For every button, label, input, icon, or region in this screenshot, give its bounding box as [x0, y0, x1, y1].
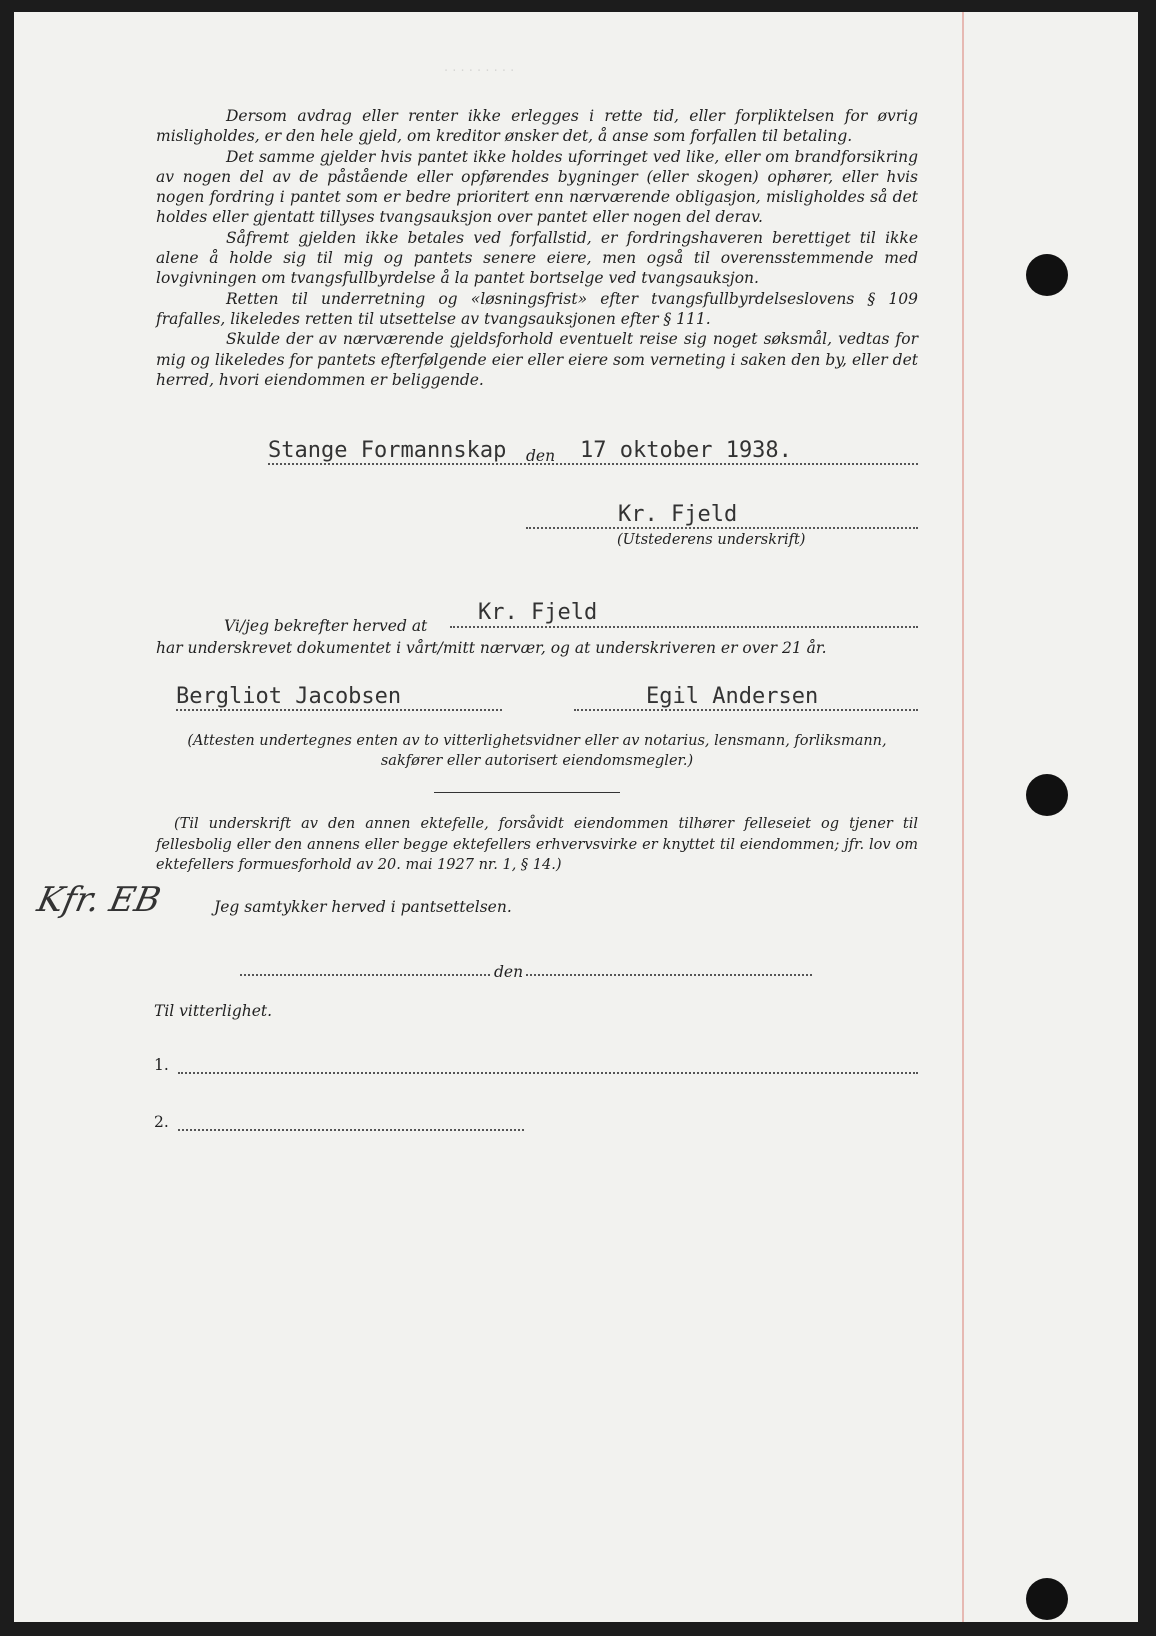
paragraph-enforcement: Såfremt gjelden ikke betales ved forfallstid, er fordringshaveren berettiget til ikke alene å holde sig til mig og pantets senere eiere, men også til overensstemmende med lovgivningen om tvangsfullbyrdelse å la pantet bortselge ved tvangsauksjon. — [156, 228, 918, 288]
den-label-2: den — [494, 963, 524, 981]
confirm-name: Kr. Fjeld — [478, 600, 598, 625]
confirm-label: Vi/jeg bekrefter herved at — [224, 617, 428, 635]
confirm-line2: har underskrevet dokumentet i vårt/mitt nærvær, og at underskriveren er over 21 år. — [156, 639, 827, 657]
consent-date-line — [526, 974, 812, 976]
witness-signature-2: Egil Andersen — [646, 684, 819, 709]
witness-signature-1: Bergliot Jacobsen — [176, 684, 402, 709]
witness-line-2 — [178, 1129, 524, 1131]
consent-text: Jeg samtykker herved i pantsettelsen. — [214, 898, 512, 916]
place-text: Stange Formannskap — [268, 438, 507, 463]
document-page — [14, 12, 1138, 1622]
witness-2-line — [574, 709, 918, 711]
den-label: den — [526, 447, 556, 465]
margin-note: Kfr. EB — [33, 880, 165, 920]
paragraph-notice: Retten til underretning og «løsningsfrist» efter tvangsfullbyrdelseslovens § 109 frafalles, likeledes retten til utsettelse av tvangsauksjonen efter § 111. — [156, 289, 918, 328]
spouse-note: (Til underskrift av den annen ektefelle, forsåvidt eiendommen tilhører felleseiet og tjener til fellesbolig eller den annens eller begge ektefellers erhvervsvirke er knyttet til eiendommen; jfr. lov om ektefellers formuesforhold av 20. mai 1927 nr. 1, § 14.) — [156, 816, 918, 873]
date-line — [268, 463, 918, 465]
punch-hole — [1026, 254, 1068, 296]
date-text: 17 oktober 1938. — [580, 438, 792, 463]
paragraph-default: Dersom avdrag eller renter ikke erlegges i rette tid, eller forpliktelsen for øvrig misligholdes, er den hele gjeld, om kreditor ønsker det, å anse som forfallen til betaling. — [156, 107, 918, 146]
witness-line-number-1: 1. — [154, 1056, 169, 1074]
issuer-caption: (Utstederens underskrift) — [617, 532, 806, 548]
witness-note: (Attesten undertegnes enten av to vitterlighetsvidner eller av notarius, lensmann, forliksmann, sakfører eller autorisert eiendomsmegler.) — [187, 733, 887, 769]
witness-heading: Til vitterlighet. — [154, 1002, 273, 1020]
bleed-through-text: · · · · · · · · · — [444, 64, 515, 79]
witness-1-line — [176, 709, 502, 711]
separator-rule — [434, 792, 620, 793]
margin-rule — [962, 12, 964, 1622]
punch-hole — [1026, 774, 1068, 816]
paragraph-venue: Skulde der av nærværende gjeldsforhold eventuelt reise sig noget søksmål, vedtas for mig og likeledes for pantets efterfølgende eier eller eiere som verneting i saken den by, eller det herred, hvori eiendommen er beliggende. — [156, 330, 918, 389]
confirm-name-line — [450, 626, 918, 628]
issuer-signature-line — [526, 527, 918, 529]
terms-text — [156, 106, 918, 390]
witness-line-1 — [178, 1072, 918, 1074]
consent-sign-line — [240, 974, 490, 976]
issuer-signature: Kr. Fjeld — [618, 502, 738, 527]
punch-hole — [1026, 1578, 1068, 1620]
paragraph-insurance: Det samme gjelder hvis pantet ikke holdes uforringet ved like, eller om brandforsikring av nogen del av de påstående eller opførendes bygninger (eller skogen) ophører, eller hvis nogen fordring i pantet som er bedre prioritert enn nærværende obligasjon, misligholdes så det holdes eller gjentatt tillyses tvangsauksjon over pantet eller nogen del derav. — [156, 147, 918, 227]
witness-line-number-2: 2. — [154, 1113, 169, 1131]
